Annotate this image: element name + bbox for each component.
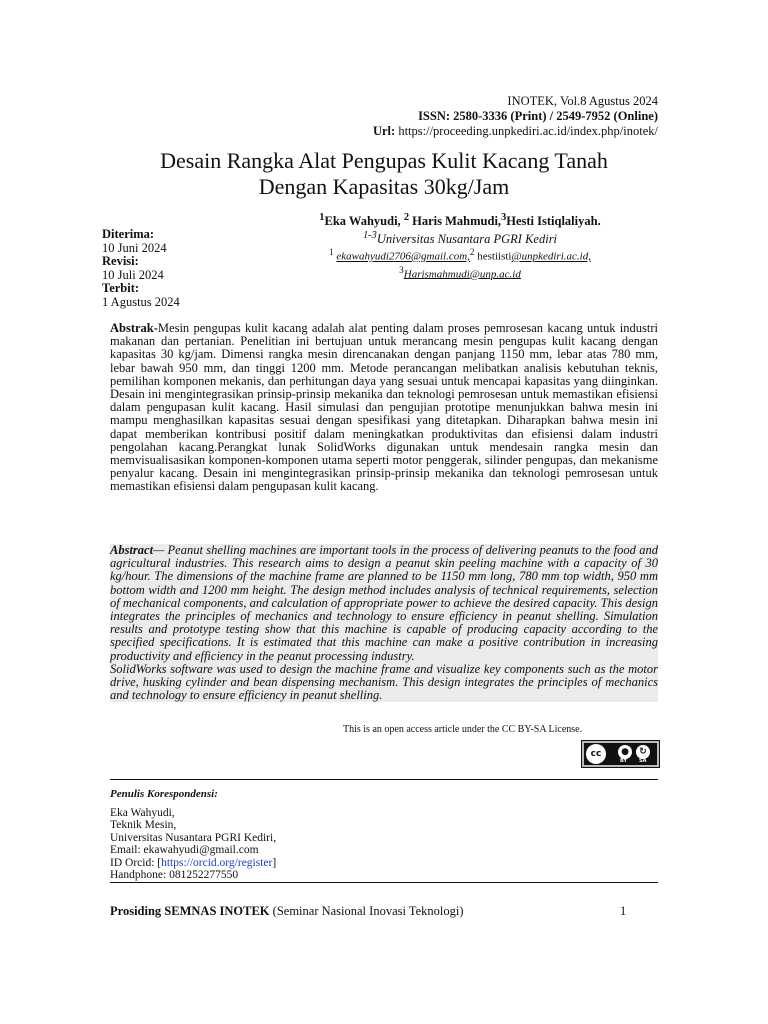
affiliation-sup: 1-3 bbox=[362, 230, 377, 241]
issn-line: ISSN: 2580-3336 (Print) / 2549-7952 (Online) bbox=[418, 109, 658, 123]
revised-label: Revisi: bbox=[102, 254, 139, 268]
published-label: Terbit: bbox=[102, 281, 140, 295]
abstract-en-lead: Abstract bbox=[110, 543, 154, 557]
author-list bbox=[230, 212, 690, 229]
revised-date: 10 Juli 2024 bbox=[102, 267, 164, 282]
email-3-link[interactable]: Harismahmudi@unp.ac.id bbox=[403, 268, 521, 281]
author-emails bbox=[230, 246, 690, 281]
abstract-en-text: — Peanut shelling machines are important tools in the process of delivering peanuts to the food and agricultural industries. This research aims to design a peanut skin peeling machine with a capacity of 30 kg/hour. The dimensions of the machine frame are planned to be 1150 mm long, 780 mm top width, 950 mm bottom width and 1200 mm height. The design method includes analysis of technical requirements, selection of mechanical components, and calculation of appropriate power to achieve the desired capacity. This design integrates the principles of mechanics and technology to ensure efficiency in peanut shelling. Simulation results and prototype testing show that this machine is capable of producing capacity according to the specified specifications. It is estimated that this machine can make a positive contribution in increasing productivity and efficiency in the peanut processing industry. bbox=[110, 543, 658, 663]
email-2-prefix: hestiisti bbox=[474, 250, 512, 263]
by-icon: ● bbox=[618, 745, 632, 759]
cc-by-sa-badge[interactable] bbox=[581, 740, 660, 768]
abstract-indonesian bbox=[110, 322, 658, 494]
sa-label: SA bbox=[639, 758, 647, 764]
corr-phone: Handphone: 081252277550 bbox=[110, 869, 239, 882]
orcid-link[interactable]: https://orcid.org/register bbox=[161, 856, 273, 869]
author-sup-2: 2 bbox=[403, 212, 410, 223]
author-3: Hesti Istiqlaliyah. bbox=[506, 214, 601, 229]
affiliation bbox=[230, 230, 690, 247]
abstract-en-text-2: SolidWorks software was used to design the machine frame and visualize key components such as the motor drive, husking cylinder and bean dispensing mechanism. This design integrates the principles of mechanics and technology to ensure efficiency in peanut shelling. bbox=[110, 661, 658, 703]
license-text: This is an open access article under the CC BY-SA License. bbox=[343, 724, 583, 735]
affiliation-text: Universitas Nusantara PGRI Kediri bbox=[376, 232, 558, 247]
footer-proc-name: Prosiding SEMNAS INOTEK bbox=[110, 904, 270, 918]
email-sup-3: 3 bbox=[399, 264, 404, 275]
paper-title bbox=[80, 148, 688, 200]
by-label: BY bbox=[620, 758, 628, 764]
author-sup-3: 3 bbox=[501, 212, 507, 223]
journal-line: INOTEK, Vol.8 Agustus 2024 bbox=[507, 94, 658, 108]
journal-header bbox=[373, 94, 658, 139]
corr-dept: Teknik Mesin, bbox=[110, 819, 177, 832]
correspondence-block bbox=[110, 807, 276, 881]
abstract-id-text: Mesin pengupas kulit kacang adalah alat penting dalam proses pemrosesan kacang untuk industri makanan dan pertanian. Penelitian ini bertujuan untuk merancang mesin pengupas kulit kacang dengan kapasitas 30 kg/jam. Dimensi rangka mesin direncanakan dengan panjang 1150 mm, lebar atas 780 mm, lebar bawah 950 mm, dan tinggi 1200 mm. Metode perancangan melibatkan analisis kebutuhan teknis, pemilihan komponen mekanis, dan perhitungan daya yang sesuai untuk mencapai kapasitas yang diinginkan. Desain ini mengintegrasikan prinsip-prinsip mekanika dan teknologi pemrosesan untuk memastikan efisiensi dalam pengupasan kulit kacang. Hasil simulasi dan pengujian prototipe menunjukkan bahwa mesin ini mampu menghasilkan kapasitas sesuai dengan spesifikasi yang ditetapkan. Diharapkan bahwa mesin ini dapat memberikan kontribusi positif dalam meningkatkan produktivitas dan efisiensi dalam industri pengolahan kacang.Perangkat lunak SolidWorks digunakan untuk mendesain rangka mesin dan memvisualisasikan komponen-komponen utama seperti motor penggerak, silinder pengupas, dan mekanisme penyalur kacang. Desain ini mengintegrasikan prinsip-prinsip mekanika dan teknologi pemrosesan untuk memastikan efisiensi dalam pengupasan kulit kacang. bbox=[110, 321, 658, 494]
abstract-id-lead: Abstrak- bbox=[110, 321, 158, 335]
url-line bbox=[373, 124, 658, 139]
title-line-2: Dengan Kapasitas 30kg/Jam bbox=[258, 174, 510, 199]
corr-univ: Universitas Nusantara PGRI Kediri, bbox=[110, 831, 277, 844]
cc-badge-inner bbox=[584, 743, 657, 765]
article-dates bbox=[102, 228, 180, 309]
page-number: 1 bbox=[620, 904, 627, 918]
footer-proceedings bbox=[110, 904, 464, 919]
corr-name: Eka Wahyudi, bbox=[110, 807, 175, 819]
sa-icon: ↻ bbox=[636, 745, 650, 759]
email-sup-2: 2 bbox=[469, 247, 475, 257]
corr-email: Email: ekawahyudi@gmail.com bbox=[110, 844, 259, 857]
orcid-label: ID Orcid: [ bbox=[110, 856, 162, 869]
cc-icon: cc bbox=[586, 744, 606, 764]
divider-top bbox=[110, 779, 658, 780]
published-date: 1 Agustus 2024 bbox=[102, 294, 180, 309]
author-2: Haris Mahmudi, bbox=[409, 214, 502, 229]
email-2-link[interactable]: @unpkediri.ac.id, bbox=[511, 250, 591, 263]
url-label: Url: bbox=[372, 124, 399, 138]
divider-bottom bbox=[110, 882, 658, 883]
email-1-link[interactable]: ekawahyudi2706@gmail.com, bbox=[336, 250, 470, 263]
journal-url[interactable]: https://proceeding.unpkediri.ac.id/index.php/inotek/ bbox=[398, 124, 658, 138]
abstract-english bbox=[110, 544, 658, 702]
email-sup-1: 1 bbox=[329, 247, 334, 257]
title-line-1: Desain Rangka Alat Pengupas Kulit Kacang Tanah bbox=[160, 148, 608, 173]
received-label: Diterima: bbox=[102, 227, 155, 241]
author-1: Eka Wahyudi, bbox=[324, 214, 404, 229]
author-sup-1: 1 bbox=[319, 212, 325, 223]
correspondence-heading: Penulis Korespondensi: bbox=[110, 788, 218, 800]
footer-proc-full: (Seminar Nasional Inovasi Teknologi) bbox=[269, 904, 464, 918]
received-date: 10 Juni 2024 bbox=[102, 240, 167, 255]
orcid-end: ] bbox=[272, 856, 277, 869]
corr-orcid bbox=[110, 857, 276, 869]
